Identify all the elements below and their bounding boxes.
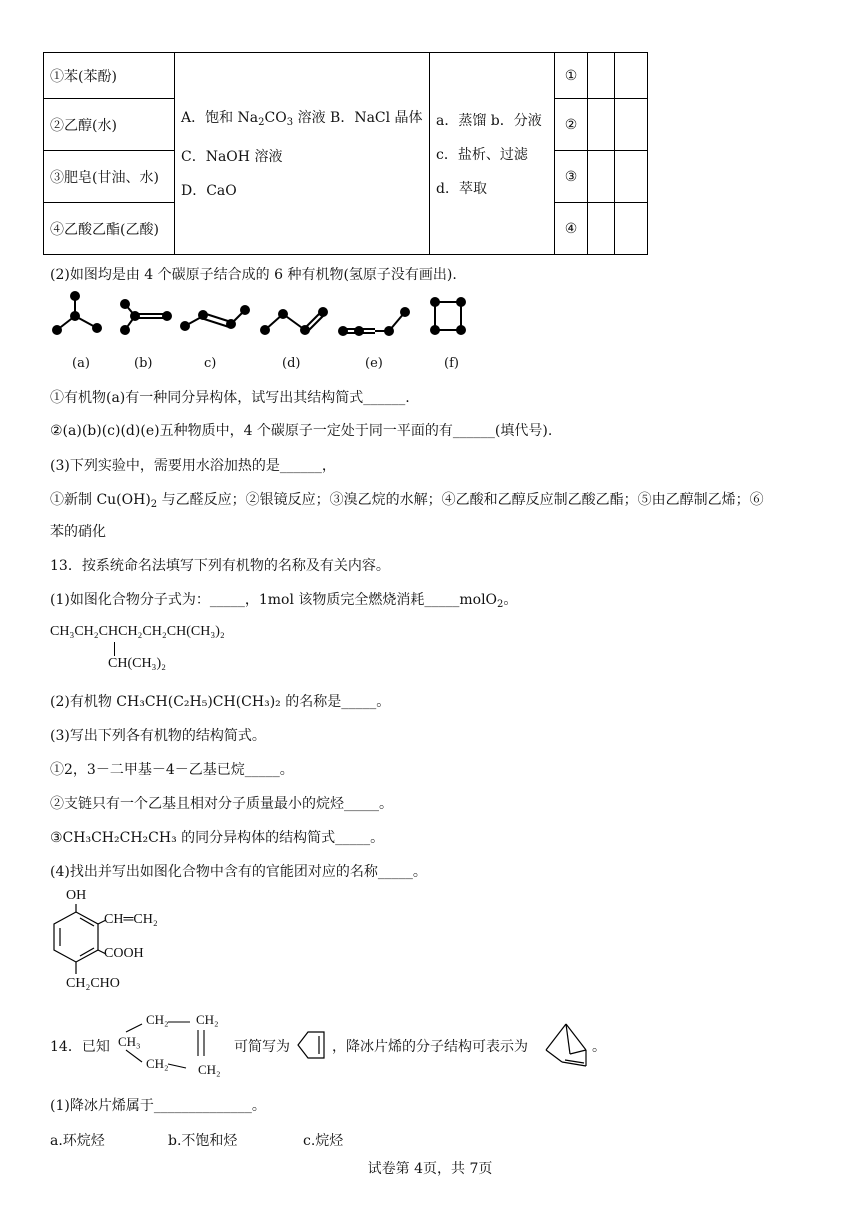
cooh-label: COOH [104, 946, 144, 961]
oh-label: OH [66, 888, 87, 903]
ring-ch2-bl: CH₂ [146, 1056, 169, 1071]
mixture-cell: ②乙醇(水) [44, 99, 175, 151]
q13-title: 13．按系统命名法填写下列有机物的名称及有关内容。 [50, 558, 390, 574]
answer-blank[interactable] [588, 203, 615, 255]
q2-2: ②(a)(b)(c)(d)(e)五种物质中，4 个碳原子一定处于同一平面的有______(填代号). [50, 423, 553, 439]
q3-options: ①新制 $Cu(OH)_2$ 与乙醛反应；②银镜反应；③溴乙烷的水解；④乙酸和乙醇反应制乙酸乙酯；⑤由乙醇制乙烯；⑥ [50, 492, 764, 510]
ring-ch2-tr: CH₂ [196, 1012, 219, 1027]
q14-a: 14．已知 [50, 1039, 110, 1055]
q13-4: (4)找出并写出如图化合物中含有的官能团对应的名称_____。 [50, 864, 427, 880]
structure-1-main: CH₃CH₂CHCH₂CH₂CH(CH₃)₂ [50, 624, 225, 639]
q14-b: 可简写为 [234, 1039, 290, 1055]
methods-cell [430, 53, 555, 255]
q3: (3)下列实验中，需要用水浴加热的是______， [50, 458, 336, 474]
method-line-3: d．萃取 [436, 180, 487, 197]
q14-1: (1)降冰片烯属于______________。 [50, 1098, 266, 1114]
ring-ch2-br: CH₂ [198, 1062, 221, 1077]
mixture-cell: ④乙酸乙酯(乙酸) [44, 203, 175, 255]
q14-option-a: a.环烷烃 [50, 1133, 105, 1149]
q14-d: 。 [592, 1039, 606, 1055]
label-f: (f) [444, 356, 459, 371]
q2-intro: (2)如图均是由 4 个碳原子结合成的 6 种有机物(氢原子没有画出). [50, 267, 457, 283]
q13-1: (1)如图化合物分子式为：_____，1mol 该物质完全燃烧消耗_____molO$_2$。 [50, 592, 518, 610]
q3-options-cont: 苯的硝化 [50, 524, 106, 540]
q14-c: ，降冰片烯的分子结构可表示为 [332, 1039, 528, 1055]
label-c: c) [204, 356, 217, 371]
answer-blank[interactable] [615, 203, 648, 255]
answer-number: ④ [555, 203, 588, 255]
method-line-1: a．蒸馏 b．分液 [436, 112, 542, 129]
q13-3-3: ③CH₃CH₂CH₂CH₃ 的同分异构体的结构简式_____。 [50, 830, 385, 846]
carbon-skeleton-figures [45, 288, 485, 348]
method-line-2: c．盐析、过滤 [436, 146, 528, 163]
label-e: (e) [365, 356, 383, 371]
reagent-line-2: C．NaOH 溶液 [181, 149, 283, 165]
benzene-ring-icon [40, 904, 110, 978]
answer-blank[interactable] [588, 151, 615, 203]
answer-blank[interactable] [588, 53, 615, 99]
q14-option-c: c.烷烃 [303, 1133, 344, 1149]
q14-option-b: b.不饱和烃 [168, 1133, 238, 1149]
norbornene-icon [540, 1020, 592, 1072]
cyclopentene-skeletal-icon [294, 1028, 330, 1062]
ring-ch3: CH₃ [118, 1034, 141, 1049]
answer-blank[interactable] [615, 99, 648, 151]
q2-1: ①有机物(a)有一种同分异构体，试写出其结构简式______. [50, 390, 410, 406]
structure-1-branch: CH(CH₃)₂ [108, 656, 166, 671]
separation-table [43, 52, 648, 255]
reagent-line-3: D．CaO [181, 183, 237, 199]
reagents-cell [175, 53, 430, 255]
answer-blank[interactable] [615, 151, 648, 203]
vinyl-label: CH═CH₂ [104, 912, 158, 927]
page-footer: 试卷第 4页，共 7页 [367, 1161, 493, 1177]
reagent-line-1: A．饱和 $Na_2CO_3$ 溶液 B．NaCl 晶体 [181, 110, 423, 128]
mixture-cell: ③肥皂(甘油、水) [44, 151, 175, 203]
bond-line [114, 642, 115, 656]
label-d: (d) [282, 356, 301, 371]
answer-number: ① [555, 53, 588, 99]
ring-ch2-tl: CH₂ [146, 1012, 169, 1027]
q13-3-1: ①2，3－二甲基－4－乙基已烷_____。 [50, 762, 294, 778]
answer-blank[interactable] [588, 99, 615, 151]
answer-number: ② [555, 99, 588, 151]
q13-3-2: ②支链只有一个乙基且相对分子质量最小的烷烃_____。 [50, 796, 393, 812]
label-b: (b) [134, 356, 153, 371]
q13-2: (2)有机物 CH₃CH(C₂H₅)CH(CH₃)₂ 的名称是_____。 [50, 694, 391, 710]
answer-blank[interactable] [615, 53, 648, 99]
q13-3: (3)写出下列各有机物的结构简式。 [50, 728, 266, 744]
cho-label: CH₂CHO [66, 976, 120, 991]
label-a: (a) [72, 356, 90, 371]
mixture-cell: ①苯(苯酚) [44, 53, 175, 99]
answer-number: ③ [555, 151, 588, 203]
